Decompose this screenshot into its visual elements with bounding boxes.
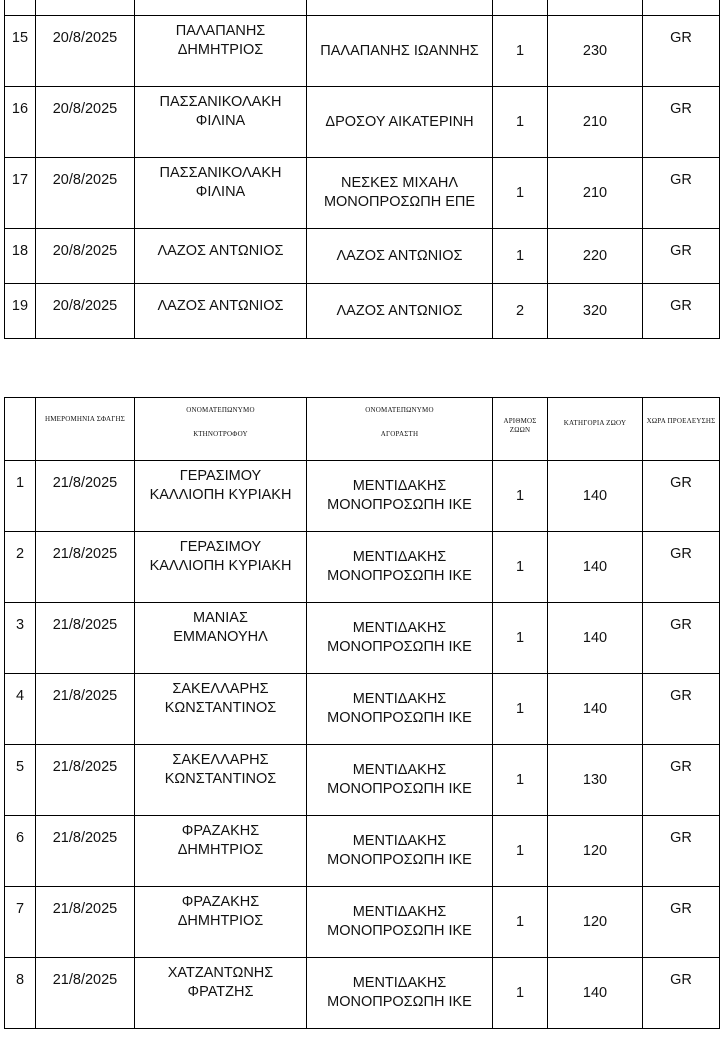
farmer-name — [135, 674, 307, 745]
farmer-name-line: ΚΑΛΛΙΟΠΗ ΚΥΡΙΑΚΗ — [149, 558, 292, 574]
slaughter-date: 20/8/2025 — [36, 284, 135, 339]
farmer-name-line: ΦΡΑΤΖΗΣ — [187, 984, 254, 1000]
farmer-name — [135, 16, 307, 87]
buyer-name-line: ΜΟΝΟΠΡΟΣΩΠΗ ΙΚΕ — [327, 497, 472, 513]
farmer-name-line: ΠΑΣΣΑΝΙΚΟΛΑΚΗ — [159, 94, 282, 110]
animal-count: 1 — [493, 674, 548, 745]
buyer-name-line: ΜΟΝΟΠΡΟΣΩΠΗ ΙΚΕ — [327, 852, 472, 868]
row-number: 5 — [5, 745, 36, 816]
country-of-origin: GR — [643, 87, 720, 158]
table-header-row — [5, 398, 720, 461]
farmer-name-line: ΓΕΡΑΣΙΜΟΥ — [179, 468, 262, 484]
farmer-name-line: ΛΑΖΟΣ ΑΝΤΩΝΙΟΣ — [157, 298, 284, 314]
farmer-name-line: ΣΑΚΕΛΛΑΡΗΣ — [172, 752, 269, 768]
farmer-name — [135, 887, 307, 958]
farmer-name-line: ΣΑΚΕΛΛΑΡΗΣ — [172, 681, 269, 697]
farmer-name-line: ΠΑΛΑΠΑΝΗΣ — [175, 23, 266, 39]
buyer-name-line: ΛΑΖΟΣ ΑΝΤΩΝΙΟΣ — [336, 302, 463, 319]
table-row — [5, 158, 720, 229]
country-of-origin: GR — [643, 816, 720, 887]
buyer-name — [307, 745, 493, 816]
farmer-name — [135, 745, 307, 816]
buyer-name — [307, 532, 493, 603]
buyer-name — [307, 603, 493, 674]
header-farmer-name-bottom: ΚΤΗΝΟΤΡΟΦΟΥ — [193, 430, 248, 438]
animal-category: 230 — [548, 16, 643, 87]
header-buyer-name — [307, 398, 493, 461]
country-of-origin: GR — [643, 958, 720, 1029]
animal-category: 140 — [548, 461, 643, 532]
country-of-origin: GR — [643, 229, 720, 284]
table-row — [5, 745, 720, 816]
buyer-name — [307, 158, 493, 229]
slaughter-date: 21/8/2025 — [36, 887, 135, 958]
buyer-name-line: ΝΕΣΚΕΣ ΜΙΧΑΗΛ — [340, 175, 459, 191]
farmer-name-line: ΔΗΜΗΤΡΙΟΣ — [177, 842, 264, 858]
slaughter-date: 20/8/2025 — [36, 16, 135, 87]
table-row — [5, 816, 720, 887]
row-number: 2 — [5, 532, 36, 603]
row-number: 19 — [5, 284, 36, 339]
buyer-name-line: ΛΑΖΟΣ ΑΝΤΩΝΙΟΣ — [336, 247, 463, 264]
animal-count: 1 — [493, 87, 548, 158]
buyer-name-line: ΜΟΝΟΠΡΟΣΩΠΗ ΙΚΕ — [327, 568, 472, 584]
buyer-name-line: ΜΕΝΤΙΔΑΚΗΣ — [352, 620, 447, 636]
animal-category: 320 — [548, 284, 643, 339]
row-number: 6 — [5, 816, 36, 887]
buyer-name-line: ΠΑΛΑΠΑΝΗΣ ΙΩΑΝΝΗΣ — [320, 42, 479, 59]
animal-category: 140 — [548, 958, 643, 1029]
animal-category: 140 — [548, 674, 643, 745]
table-row — [5, 461, 720, 532]
slaughter-date: 21/8/2025 — [36, 603, 135, 674]
buyer-name-line: ΜΕΝΤΙΔΑΚΗΣ — [352, 833, 447, 849]
farmer-name — [135, 284, 307, 339]
row-number: 18 — [5, 229, 36, 284]
slaughter-date: 21/8/2025 — [36, 958, 135, 1029]
country-of-origin: GR — [643, 532, 720, 603]
header-country-of-origin: ΧΩΡΑ ΠΡΟΕΛΕΥΣΗΣ — [643, 398, 720, 461]
table-row — [5, 674, 720, 745]
table-row — [5, 229, 720, 284]
table-row — [5, 532, 720, 603]
buyer-name — [307, 887, 493, 958]
country-of-origin: GR — [643, 674, 720, 745]
farmer-name — [135, 87, 307, 158]
header-slaughter-date: ΗΜΕΡΟΜΗΝΙΑ ΣΦΑΓΗΣ — [36, 398, 135, 461]
animal-count: 1 — [493, 603, 548, 674]
slaughter-date: 21/8/2025 — [36, 461, 135, 532]
country-of-origin: GR — [643, 158, 720, 229]
row-number: 8 — [5, 958, 36, 1029]
buyer-name-line: ΜΕΝΤΙΔΑΚΗΣ — [352, 478, 447, 494]
slaughter-date: 20/8/2025 — [36, 229, 135, 284]
table-row — [5, 958, 720, 1029]
buyer-name-line: ΜΕΝΤΙΔΑΚΗΣ — [352, 691, 447, 707]
table-row — [5, 284, 720, 339]
farmer-name — [135, 461, 307, 532]
animal-count: 1 — [493, 745, 548, 816]
country-of-origin: GR — [643, 745, 720, 816]
row-number: 15 — [5, 16, 36, 87]
row-number: 7 — [5, 887, 36, 958]
farmer-name-line: ΚΑΛΛΙΟΠΗ ΚΥΡΙΑΚΗ — [149, 487, 292, 503]
header-farmer-name-top: ΟΝΟΜΑΤΕΠΩΝΥΜΟ — [186, 406, 255, 414]
animal-count: 1 — [493, 816, 548, 887]
farmer-name-line: ΦΡΑΖΑΚΗΣ — [181, 894, 260, 910]
animal-category: 140 — [548, 603, 643, 674]
buyer-name — [307, 87, 493, 158]
row-number: 3 — [5, 603, 36, 674]
table-row — [5, 887, 720, 958]
animal-category: 220 — [548, 229, 643, 284]
buyer-name — [307, 816, 493, 887]
country-of-origin: GR — [643, 461, 720, 532]
farmer-name-line: ΧΑΤΖΑΝΤΩΝΗΣ — [167, 965, 274, 981]
animal-count: 1 — [493, 158, 548, 229]
buyer-name-line: ΔΡΟΣΟΥ ΑΙΚΑΤΕΡΙΝΗ — [325, 113, 474, 130]
farmer-name-line: ΕΜΜΑΝΟΥΗΛ — [173, 629, 268, 645]
animal-count: 2 — [493, 284, 548, 339]
buyer-name-line: ΜΟΝΟΠΡΟΣΩΠΗ ΙΚΕ — [327, 710, 472, 726]
buyer-name-line: ΜΟΝΟΠΡΟΣΩΠΗ ΙΚΕ — [327, 781, 472, 797]
slaughter-date: 20/8/2025 — [36, 87, 135, 158]
buyer-name — [307, 958, 493, 1029]
table-row — [5, 87, 720, 158]
header-no-cell — [5, 398, 36, 461]
table-row — [5, 603, 720, 674]
animal-category: 120 — [548, 816, 643, 887]
buyer-name-line: ΜΕΝΤΙΔΑΚΗΣ — [352, 762, 447, 778]
farmer-name — [135, 958, 307, 1029]
buyer-name — [307, 284, 493, 339]
header-animal-category: ΚΑΤΗΓΟΡΙΑ ΖΩΟΥ — [548, 398, 643, 461]
buyer-name — [307, 674, 493, 745]
row-number: 17 — [5, 158, 36, 229]
farmer-name-line: ΦΙΛΙΝΑ — [195, 184, 246, 200]
buyer-name — [307, 229, 493, 284]
animal-category: 130 — [548, 745, 643, 816]
farmer-name-line: ΦΡΑΖΑΚΗΣ — [181, 823, 260, 839]
buyer-name — [307, 16, 493, 87]
farmer-name-line: ΦΙΛΙΝΑ — [195, 113, 246, 129]
animal-count: 1 — [493, 16, 548, 87]
buyer-name-line: ΜΟΝΟΠΡΟΣΩΠΗ ΙΚΕ — [327, 994, 472, 1010]
farmer-name-line: ΔΗΜΗΤΡΙΟΣ — [177, 42, 264, 58]
table-top-stub-row — [5, 0, 720, 16]
animal-category: 140 — [548, 532, 643, 603]
slaughter-date: 21/8/2025 — [36, 674, 135, 745]
slaughter-date: 21/8/2025 — [36, 532, 135, 603]
header-farmer-name — [135, 398, 307, 461]
buyer-name-line: ΜΕΝΤΙΔΑΚΗΣ — [352, 975, 447, 991]
row-number: 16 — [5, 87, 36, 158]
animal-category: 210 — [548, 87, 643, 158]
buyer-name-line: ΜΕΝΤΙΔΑΚΗΣ — [352, 904, 447, 920]
farmer-name-line: ΔΗΜΗΤΡΙΟΣ — [177, 913, 264, 929]
farmer-name — [135, 603, 307, 674]
country-of-origin: GR — [643, 284, 720, 339]
country-of-origin: GR — [643, 887, 720, 958]
buyer-name-line: ΜΟΝΟΠΡΟΣΩΠΗ ΙΚΕ — [327, 639, 472, 655]
farmer-name-line: ΛΑΖΟΣ ΑΝΤΩΝΙΟΣ — [157, 243, 284, 259]
buyer-name-line: ΜΕΝΤΙΔΑΚΗΣ — [352, 549, 447, 565]
row-number: 1 — [5, 461, 36, 532]
farmer-name-line: ΓΕΡΑΣΙΜΟΥ — [179, 539, 262, 555]
row-number: 4 — [5, 674, 36, 745]
animal-count: 1 — [493, 229, 548, 284]
farmer-name — [135, 816, 307, 887]
farmer-name — [135, 229, 307, 284]
farmer-name-line: ΠΑΣΣΑΝΙΚΟΛΑΚΗ — [159, 165, 282, 181]
country-of-origin: GR — [643, 603, 720, 674]
farmer-name-line: ΚΩΝΣΤΑΝΤΙΝΟΣ — [164, 700, 277, 716]
buyer-name-line: ΜΟΝΟΠΡΟΣΩΠΗ ΙΚΕ — [327, 923, 472, 939]
slaughter-date: 21/8/2025 — [36, 816, 135, 887]
slaughter-table — [4, 397, 720, 1029]
slaughter-date: 21/8/2025 — [36, 745, 135, 816]
slaughter-date: 20/8/2025 — [36, 158, 135, 229]
header-buyer-name-top: ΟΝΟΜΑΤΕΠΩΝΥΜΟ — [365, 406, 434, 414]
animal-count: 1 — [493, 887, 548, 958]
farmer-name — [135, 158, 307, 229]
header-buyer-name-bottom: ΑΓΟΡΑΣΤΗ — [380, 430, 419, 438]
animal-count: 1 — [493, 958, 548, 1029]
slaughter-table-continued — [4, 0, 720, 339]
table-row — [5, 16, 720, 87]
country-of-origin: GR — [643, 16, 720, 87]
buyer-name-line: ΜΟΝΟΠΡΟΣΩΠΗ ΕΠΕ — [323, 194, 476, 210]
animal-category: 210 — [548, 158, 643, 229]
header-animal-count: ΑΡΙΘΜΟΣ ΖΩΩΝ — [493, 398, 548, 461]
farmer-name-line: ΚΩΝΣΤΑΝΤΙΝΟΣ — [164, 771, 277, 787]
animal-count: 1 — [493, 461, 548, 532]
farmer-name — [135, 532, 307, 603]
animal-category: 120 — [548, 887, 643, 958]
farmer-name-line: ΜΑΝΙΑΣ — [193, 610, 248, 626]
animal-count: 1 — [493, 532, 548, 603]
buyer-name — [307, 461, 493, 532]
